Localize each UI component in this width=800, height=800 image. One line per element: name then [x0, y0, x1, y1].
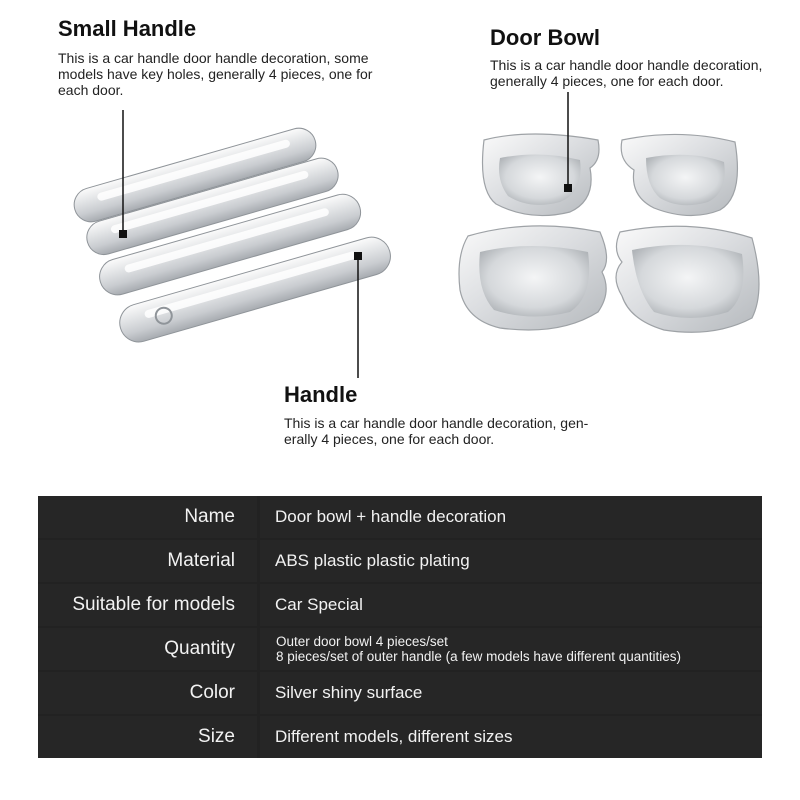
spec-label	[38, 496, 257, 538]
spec-value	[260, 584, 762, 626]
spec-label-text: Suitable for models	[72, 594, 235, 615]
spec-value-text: 8 pieces/set of outer handle (a few models have different quantities)	[276, 649, 681, 664]
door-bowl-4	[616, 226, 759, 332]
spec-value-text: ABS plastic plastic plating	[275, 551, 470, 570]
spec-label-text: Name	[184, 506, 235, 527]
spec-value-text: Different models, different sizes	[275, 727, 513, 746]
spec-value-text: Door bowl + handle decoration	[275, 507, 507, 526]
spec-value	[260, 628, 762, 670]
door-bowl-marker	[564, 184, 572, 192]
handle-marker	[354, 252, 362, 260]
spec-value	[260, 716, 762, 758]
spec-label	[38, 672, 257, 714]
spec-value-text: Outer door bowl 4 pieces/set	[276, 634, 448, 649]
handle-desc-line: erally 4 pieces, one for each door.	[284, 431, 495, 447]
small-handle-title: Small Handle	[58, 16, 197, 41]
handle-title: Handle	[284, 382, 358, 407]
spec-table	[38, 496, 762, 758]
spec-row-suitable-models	[38, 584, 762, 626]
spec-row-quantity	[38, 628, 762, 670]
spec-row-name	[38, 496, 762, 538]
spec-value	[260, 496, 762, 538]
spec-row-size	[38, 716, 762, 758]
small-handle-marker	[119, 230, 127, 238]
spec-label	[38, 540, 257, 582]
spec-value	[260, 672, 762, 714]
spec-label-text: Material	[167, 550, 235, 571]
spec-value	[260, 540, 762, 582]
door-bowl-title: Door Bowl	[490, 25, 600, 50]
spec-value-text: Silver shiny surface	[275, 683, 423, 702]
small-handle-desc-line: models have key holes, generally 4 pieces, one for	[58, 66, 373, 82]
spec-label	[38, 628, 257, 670]
door-bowl-1	[483, 134, 600, 216]
spec-label-text: Size	[198, 726, 235, 747]
handle-desc-line: This is a car handle door handle decoration, gen-	[284, 415, 589, 431]
small-handle-desc-line: each door.	[58, 82, 124, 98]
spec-label	[38, 584, 257, 626]
small-handle-desc-line: This is a car handle door handle decoration, some	[58, 50, 369, 66]
spec-label-text: Quantity	[164, 638, 235, 659]
spec-label-text: Color	[189, 682, 235, 703]
spec-label	[38, 716, 257, 758]
door-bowl-desc-line: generally 4 pieces, one for each door.	[490, 73, 724, 89]
spec-row-material	[38, 540, 762, 582]
door-bowl-3	[459, 226, 607, 330]
spec-value-text: Car Special	[275, 595, 363, 614]
spec-row-color	[38, 672, 762, 714]
door-bowl-2	[621, 134, 737, 215]
door-bowl-desc-line: This is a car handle door handle decoration,	[490, 57, 763, 73]
